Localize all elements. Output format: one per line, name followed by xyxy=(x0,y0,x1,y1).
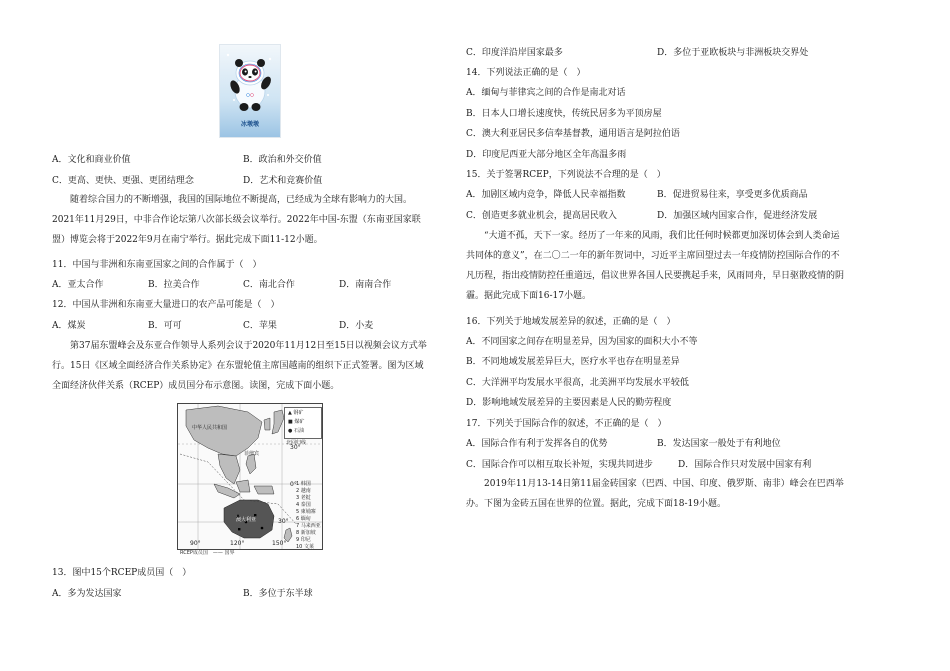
q13-option-d: D．多位于亚欧板块与非洲板块交界处 xyxy=(657,48,809,58)
q14-option-a: A．缅甸与菲律宾之间的合作是南北对话 xyxy=(466,88,626,98)
q16-option-a: A．不同国家之间存在明显差异，因为国家的面积大小不等 xyxy=(466,337,698,347)
list-item: 3 老挝 xyxy=(296,495,311,501)
label-china: 中华人民共和国 xyxy=(192,425,228,431)
q11-option-d: D．南南合作 xyxy=(339,280,392,290)
list-item: 2 越南 xyxy=(296,488,311,494)
lon-label: 90° xyxy=(190,540,201,547)
label-australia: 澳大利亚 xyxy=(236,517,257,523)
q13-option-c: C．印度洋沿岸国家最多 xyxy=(466,48,563,58)
q12-option-b: B．可可 xyxy=(148,321,182,331)
question-14: 14．下列说法正确的是（ ） xyxy=(466,68,586,78)
q15-option-c: C．创造更多就业机会，提高居民收入 xyxy=(466,211,617,221)
passage-11-12: 随着综合国力的不断增强，我国的国际地位不断提高，已经成为全球有影响力的大国。2021年11月29日，中非合作论坛第八次部长级会议举行。2022年中国-东盟（东南亚国家联盟）博览会将于2022年9月在南宁举行。据此完成下面11-12小题。 xyxy=(52,195,421,245)
q12-option-d: D．小麦 xyxy=(339,321,374,331)
q16-option-d: D．影响地域发展差异的主要因素是人民的勤劳程度 xyxy=(466,398,672,408)
mascot-poster-image xyxy=(219,44,281,138)
q10-option-b: B．政治和外交价值 xyxy=(243,155,322,165)
list-item: 7 马来西亚 xyxy=(296,523,321,529)
q15-option-b: B．促进贸易往来，享受更多优质商品 xyxy=(657,190,808,200)
question-13: 13．图中15个RCEP成员国（ ） xyxy=(52,568,192,578)
q10-option-a: A．文化和商业价值 xyxy=(52,155,131,165)
q14-option-b: B．日本人口增长速度快，传统民居多为平顶房屋 xyxy=(466,109,662,119)
q13-option-b: B．多位于东半球 xyxy=(243,589,313,599)
q14-option-d: D．印度尼西亚大部分地区全年高温多雨 xyxy=(466,150,627,160)
label-tropic: 北回归线 xyxy=(286,440,307,446)
list-item: 5 柬埔寨 xyxy=(296,509,316,515)
question-16: 16．下列关于地域发展差异的叙述，正确的是（ ） xyxy=(466,317,676,327)
list-item: 8 新加坡 xyxy=(296,530,316,536)
lat-label: 30° xyxy=(290,444,301,451)
q16-option-c: C．大洋洲平均发展水平很高，北美洲平均发展水平较低 xyxy=(466,378,689,388)
poster-caption: 冰墩墩 xyxy=(240,121,259,128)
lat-label: 30° xyxy=(278,518,289,525)
q17-option-c: C．国际合作可以相互取长补短，实现共同进步 xyxy=(466,460,653,470)
q15-option-a: A．加剧区域内竞争，降低人民幸福指数 xyxy=(466,190,626,200)
lon-label: 150° xyxy=(272,540,287,547)
question-17: 17．下列关于国际合作的叙述，不正确的是（ ） xyxy=(466,419,667,429)
q10-option-c: C．更高、更快、更强、更团结理念 xyxy=(52,176,194,186)
q13-option-a: A．多为发达国家 xyxy=(52,589,122,599)
list-item: 6 缅甸 xyxy=(296,516,311,522)
legend-oil: ● 石油 xyxy=(288,428,304,434)
question-15: 15．关于签署RCEP，下列说法不合理的是（ ） xyxy=(466,170,666,180)
china-shape xyxy=(186,406,262,456)
q17-option-d: D．国际合作只对发展中国家有利 xyxy=(678,460,812,470)
passage-16-17: “大道不孤，天下一家。经历了一年来的风雨，我们比任何时候都更加深切体会到人类命运共同体的意义”，在二〇二一年的新年贺词中，习近平主席回望过去一年疫情防控国际合作的不凡历程，指出疫情防控任重道远，倡议世界各国人民要携起手来，风雨同舟，早日驱散疫情的阴霾。据此完成下面16-17小题。 xyxy=(466,231,845,301)
map-caption: RCEP成员国 —— 国界 xyxy=(180,550,235,556)
q14-option-c: C．澳大利亚居民多信奉基督教，通用语言是阿拉伯语 xyxy=(466,129,680,139)
passage-13-15: 第37届东盟峰会及东亚合作领导人系列会议于2020年11月12日至15日以视频会议方式举行。15日《区域全面经济合作关系协定》在东盟轮值主席国越南的组织下正式签署。图为区域全面经济伙伴关系（RCEP）成员国分布示意图。读图，完成下面小题。 xyxy=(52,341,427,391)
q17-option-a: A．国际合作有利于发挥各自的优势 xyxy=(466,439,608,449)
q11-option-b: B．拉美合作 xyxy=(148,280,200,290)
lat-label: 0° xyxy=(290,481,297,488)
q16-option-b: B．不同地域发展差异巨大，医疗水平也存在明显差异 xyxy=(466,357,680,367)
legend-coal: ■ 煤矿 xyxy=(288,419,305,425)
list-item: 10 文莱 xyxy=(296,544,314,550)
lon-label: 120° xyxy=(230,540,245,547)
passage-18-19: 2019年11月13-14日第11届金砖国家（巴西、中国、印度、俄罗斯、南非）峰会在巴西举办。下图为金砖五国在世界的位置。据此，完成下面18-19小题。 xyxy=(466,479,844,509)
q12-option-a: A．煤炭 xyxy=(52,321,86,331)
q12-option-c: C．苹果 xyxy=(243,321,277,331)
q17-option-b: B．发达国家一般处于有利地位 xyxy=(657,439,781,449)
q11-option-a: A．亚太合作 xyxy=(52,280,104,290)
q15-option-d: D．加强区域内国家合作，促进经济发展 xyxy=(657,211,818,221)
list-item: 9 印尼 xyxy=(296,537,311,543)
q11-option-c: C．南北合作 xyxy=(243,280,295,290)
label-philippines: 菲律宾 xyxy=(244,451,260,457)
list-item: 1 韩国 xyxy=(296,481,311,487)
legend-iron: ▲ 钢矿 xyxy=(288,410,304,416)
panda-mascot-icon xyxy=(220,45,280,117)
list-item: 4 泰国 xyxy=(296,502,311,508)
rcep-map xyxy=(177,403,323,550)
q10-option-d: D．艺术和竞赛价值 xyxy=(243,176,323,186)
question-12: 12．中国从非洲和东南亚大量进口的农产品可能是（ ） xyxy=(52,300,280,310)
question-11: 11．中国与非洲和东南亚国家之间的合作属于（ ） xyxy=(52,260,262,270)
